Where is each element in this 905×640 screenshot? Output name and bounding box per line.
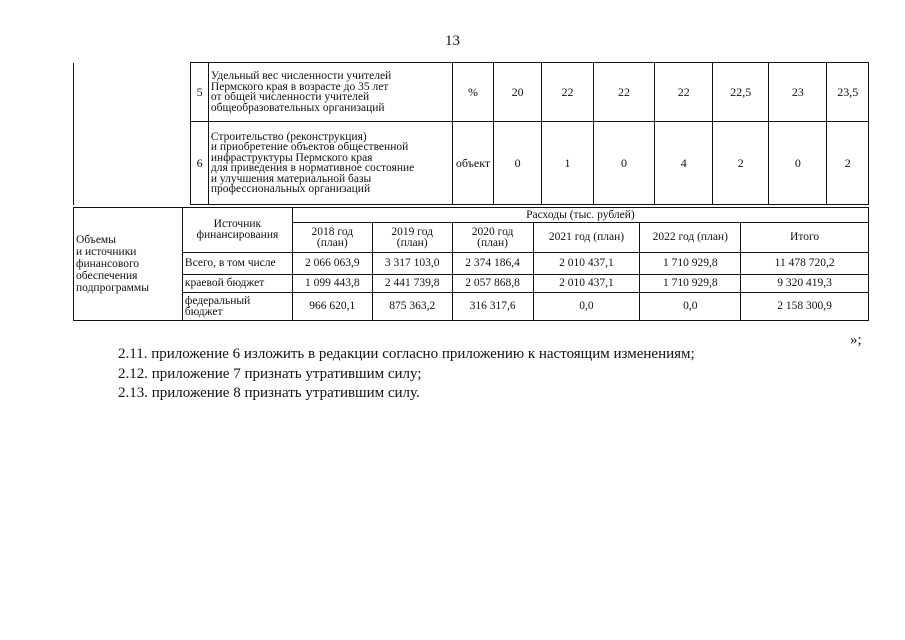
amount-cell: 2 010 437,1	[533, 253, 640, 275]
table-row	[74, 253, 869, 275]
empty-cell	[74, 122, 191, 205]
label-line: подпрограммы	[76, 282, 149, 294]
label-line: и источники	[76, 246, 137, 258]
source-line: бюджет	[184, 305, 223, 318]
closing-quote: »;	[850, 332, 862, 348]
amount-cell: 2 374 186,4	[452, 253, 533, 275]
indicator-line: для приведения в нормативное состояние	[210, 162, 415, 174]
year-header	[452, 223, 533, 253]
value-cell: 4	[655, 122, 713, 205]
amount-cell: 0,0	[640, 293, 741, 321]
amount-cell: 2 441 739,8	[372, 275, 452, 293]
value-cell: 23	[769, 63, 827, 122]
empty-cell	[74, 63, 191, 122]
amount-cell: 2 158 300,9	[741, 293, 869, 321]
plan-line: (план)	[477, 236, 508, 249]
indicator-line: Удельный вес численности учителей	[210, 70, 392, 82]
year-line: 2018 год	[311, 225, 354, 238]
year-line: 2020 год	[471, 225, 514, 238]
plan-line: (план)	[396, 236, 428, 249]
source-cell	[182, 293, 292, 321]
value-cell: 2	[827, 122, 869, 205]
paragraph: 2.11. приложение 6 изложить в редакции согласно приложению к настоящим изменениям;	[118, 346, 695, 362]
label-line: обеспечения	[76, 270, 138, 282]
paragraph: 2.13. приложение 8 признать утратившим силу.	[118, 385, 420, 401]
indicator-line: Пермского края в возрасте до 35 лет	[210, 80, 389, 93]
source-cell: краевой бюджет	[182, 275, 292, 293]
amount-cell: 3 317 103,0	[372, 253, 452, 275]
value-cell: 1	[542, 122, 594, 205]
year-header	[292, 223, 372, 253]
page-number: 13	[445, 33, 460, 49]
year-header	[372, 223, 452, 253]
indicator-line: Строительство (реконструкция)	[210, 130, 367, 143]
amount-cell: 9 320 419,3	[741, 275, 869, 293]
label-line: финансового	[76, 258, 140, 270]
table-row	[74, 208, 869, 223]
table-row	[74, 275, 869, 293]
amount-cell: 1 710 929,8	[640, 275, 741, 293]
paragraph: 2.12. приложение 7 признать утратившим силу;	[118, 366, 422, 382]
label-line: Объемы	[76, 234, 116, 246]
amount-cell: 2 066 063,9	[292, 253, 372, 275]
value-cell: 22	[542, 63, 594, 122]
amount-cell: 2 057 868,8	[452, 275, 533, 293]
indicator-line: общеобразовательных организаций	[210, 101, 385, 114]
amount-cell: 875 363,2	[372, 293, 452, 321]
source-line: федеральный	[184, 294, 251, 307]
indicator-line: и улучшения материальной базы	[210, 172, 372, 185]
source-header	[182, 208, 292, 253]
amount-cell: 1 099 443,8	[292, 275, 372, 293]
year-header: 2022 год (план)	[640, 223, 741, 253]
amount-cell: 0,0	[533, 293, 640, 321]
amount-cell: 2 010 437,1	[533, 275, 640, 293]
table-row	[74, 63, 869, 122]
source-cell: Всего, в том числе	[182, 253, 292, 275]
amount-cell: 1 710 929,8	[640, 253, 741, 275]
year-header: 2021 год (план)	[533, 223, 640, 253]
total-header: Итого	[741, 223, 869, 253]
table-row	[74, 122, 869, 205]
value-cell: 23,5	[827, 63, 869, 122]
indicator-line: профессиональных организаций	[210, 183, 371, 195]
indicators-table	[73, 62, 869, 205]
value-cell: 2	[713, 122, 769, 205]
amount-cell: 11 478 720,2	[741, 253, 869, 275]
value-cell: 22,5	[713, 63, 769, 122]
header-line: финансирования	[196, 229, 279, 241]
value-cell: 22	[655, 63, 713, 122]
value-cell: 0	[593, 122, 654, 205]
row-number: 6	[191, 122, 209, 205]
amount-cell: 316 317,6	[452, 293, 533, 321]
plan-line: (план)	[316, 236, 348, 249]
indicator-name	[208, 122, 452, 205]
row-number: 5	[191, 63, 209, 122]
table-row	[74, 293, 869, 321]
expenses-header: Расходы (тыс. рублей)	[292, 208, 868, 223]
value-cell: 0	[769, 122, 827, 205]
indicator-line: от общей численности учителей	[210, 91, 370, 103]
value-cell: 0	[494, 122, 542, 205]
amount-cell: 966 620,1	[292, 293, 372, 321]
indicator-line: инфраструктуры Пермского края	[210, 151, 373, 164]
header-line: Источник	[213, 218, 262, 230]
financing-table	[73, 207, 869, 321]
indicator-name	[208, 63, 452, 122]
value-cell: 20	[494, 63, 542, 122]
indicator-line: и приобретение объектов общественной	[210, 141, 409, 153]
value-cell: 22	[593, 63, 654, 122]
unit-cell: объект	[452, 122, 494, 205]
unit-cell: %	[452, 63, 494, 122]
financing-label	[74, 208, 183, 321]
year-line: 2019 год	[391, 225, 433, 238]
